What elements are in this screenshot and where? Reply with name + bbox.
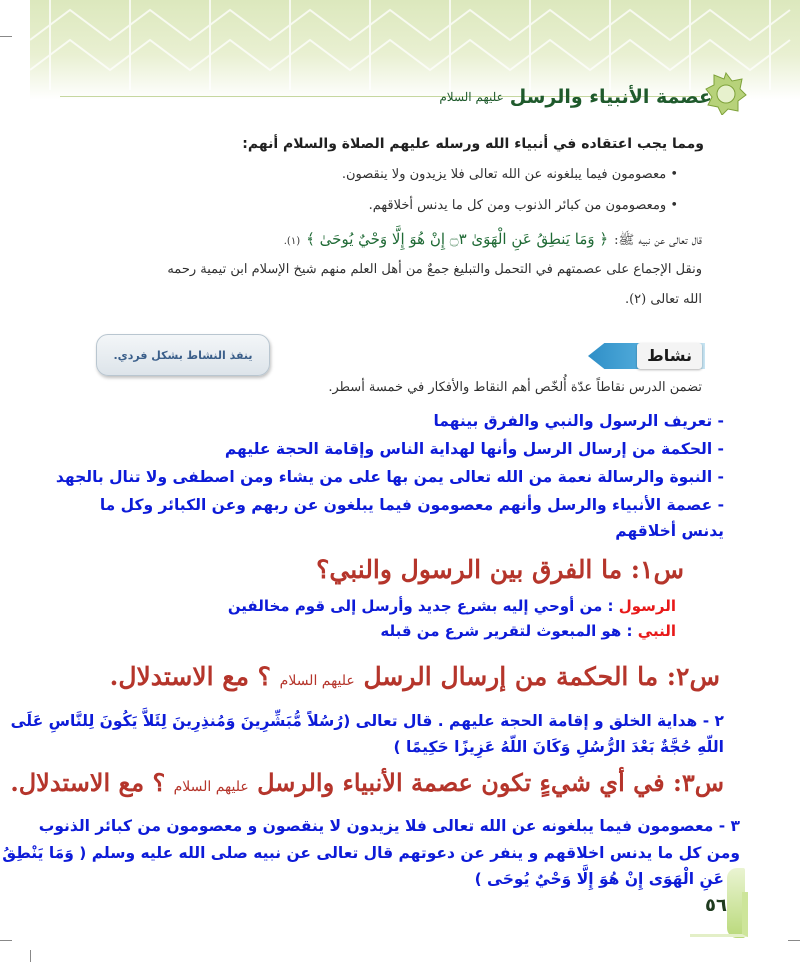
rasul-label: الرسول <box>618 597 676 615</box>
answer-3: عَنِ الْهَوَى إِنْ هُوَ إِلَّا وَحْيٌ يُوحَى ) <box>474 870 724 888</box>
activity-note: ينفذ النشاط بشكل فردي. <box>113 348 253 362</box>
answer-3: ومن كل ما يدنس اخلاقهم و ينفر عن دعوتهم قال تعالى عن نبيه صلى الله عليه وسلم ( وَمَا يَنْطِقُ <box>2 844 740 862</box>
nabi-definition: : هو المبعوث لتقرير شرع من قبله <box>380 622 633 640</box>
summary-line: - الحكمة من إرسال الرسل وأنها لهداية الناس وإقامة الحجة عليهم <box>224 440 724 458</box>
title-honorific: عليهم السلام <box>439 90 504 104</box>
page-number: ٥٦ <box>705 895 727 916</box>
question-2-end: ؟ مع الاستدلال. <box>109 662 271 691</box>
crop-mark <box>30 950 31 962</box>
definition-rasul <box>228 597 676 615</box>
footnote-ref: (١). <box>283 236 301 247</box>
answer-2: اللّهِ حُجَّةٌ بَعْدَ الرُّسُلِ وَكَانَ اللّهُ عَزِيزًا حَكِيمًا ) <box>393 738 724 756</box>
activity-instruction: تضمن الدرس نقاطاً عدّة أُلخّص أهم النقاط والأفكار في خمسة أسطر. <box>328 380 702 395</box>
quote-prefix: قال تعالى عن نبيه ﷺ: <box>614 233 702 248</box>
title-text: عصمة الأنبياء والرسل <box>509 86 712 108</box>
crop-mark <box>788 940 800 941</box>
question-1: س١: ما الفرق بين الرسول والنبي؟ <box>316 555 684 584</box>
star-badge-icon <box>704 71 748 115</box>
question-2-honorific: عليهم السلام <box>279 673 355 689</box>
page-title <box>439 80 712 114</box>
question-2-text: س٢: ما الحكمة من إرسال الرسل <box>363 662 720 691</box>
ijma-text: الله تعالى (٢). <box>624 292 702 307</box>
question-2 <box>110 662 720 691</box>
summary-line: - تعريف الرسول والنبي والفرق بينهما <box>433 412 724 430</box>
rasul-definition: : من أوحي إليه بشرع جديد وأرسل إلى قوم مخالفين <box>227 597 614 615</box>
intro-bullet: • ومعصومون من كبائر الذنوب ومن كل ما يدنس أخلاقهم. <box>368 198 678 213</box>
question-3-end: ؟ مع الاستدلال. <box>10 768 166 797</box>
summary-line: - النبوة والرسالة نعمة من الله تعالى يمن بها على من يشاء ومن اصطفى ولا تنال بالجهد <box>55 468 724 486</box>
ijma-text: ونقل الإجماع على عصمتهم في التحمل والتبليغ جمعٌ من أهل العلم منهم شيخ الإسلام ابن تيمية رحمه <box>167 262 702 277</box>
crop-mark <box>0 940 12 941</box>
question-3 <box>10 768 724 797</box>
answer-2: ٢ - هداية الخلق و إقامة الحجة عليهم . قال تعالى (رُسُلاً مُّبَشِّرِينَ وَمُنذِرِينَ لِئَلاَّ يَكُونَ لِلنَّاسِ عَلَى <box>10 712 724 730</box>
activity-tab-label: نشاط <box>637 343 702 369</box>
intro-bullet: • معصومون فيما يبلغونه عن الله تعالى فلا يزيدون ولا ينقصون. <box>341 167 678 182</box>
intro-heading: ومما يجب اعتقاده في أنبياء الله ورسله عليهم الصلاة والسلام أنهم: <box>242 136 704 152</box>
definition-nabi <box>380 622 676 640</box>
answer-3: ٣ - معصومون فيما يبلغونه عن الله تعالى فلا يزيدون لا ينقصون و معصومون من كبائر الذنوب <box>38 817 740 835</box>
question-3-honorific: عليهم السلام <box>173 779 249 795</box>
summary-line: - عصمة الأنبياء والرسل وأنهم معصومون فيما يبلغون عن ربهم وعن الكبائر وكل ما <box>99 496 724 514</box>
activity-note-box <box>96 334 270 376</box>
quote-line <box>284 230 702 251</box>
quran-verse: ﴿ وَمَا يَنطِقُ عَنِ الْهَوَىٰ ۝٣ إِنْ هُوَ إِلَّا وَحْيٌ يُوحَىٰ ﴾ <box>306 230 609 248</box>
crop-mark <box>0 36 12 37</box>
nabi-label: النبي <box>637 622 676 640</box>
question-3-text: س٣: في أي شيءٍ تكون عصمة الأنبياء والرسل <box>257 768 724 797</box>
summary-line: يدنس أخلاقهم <box>615 522 724 540</box>
